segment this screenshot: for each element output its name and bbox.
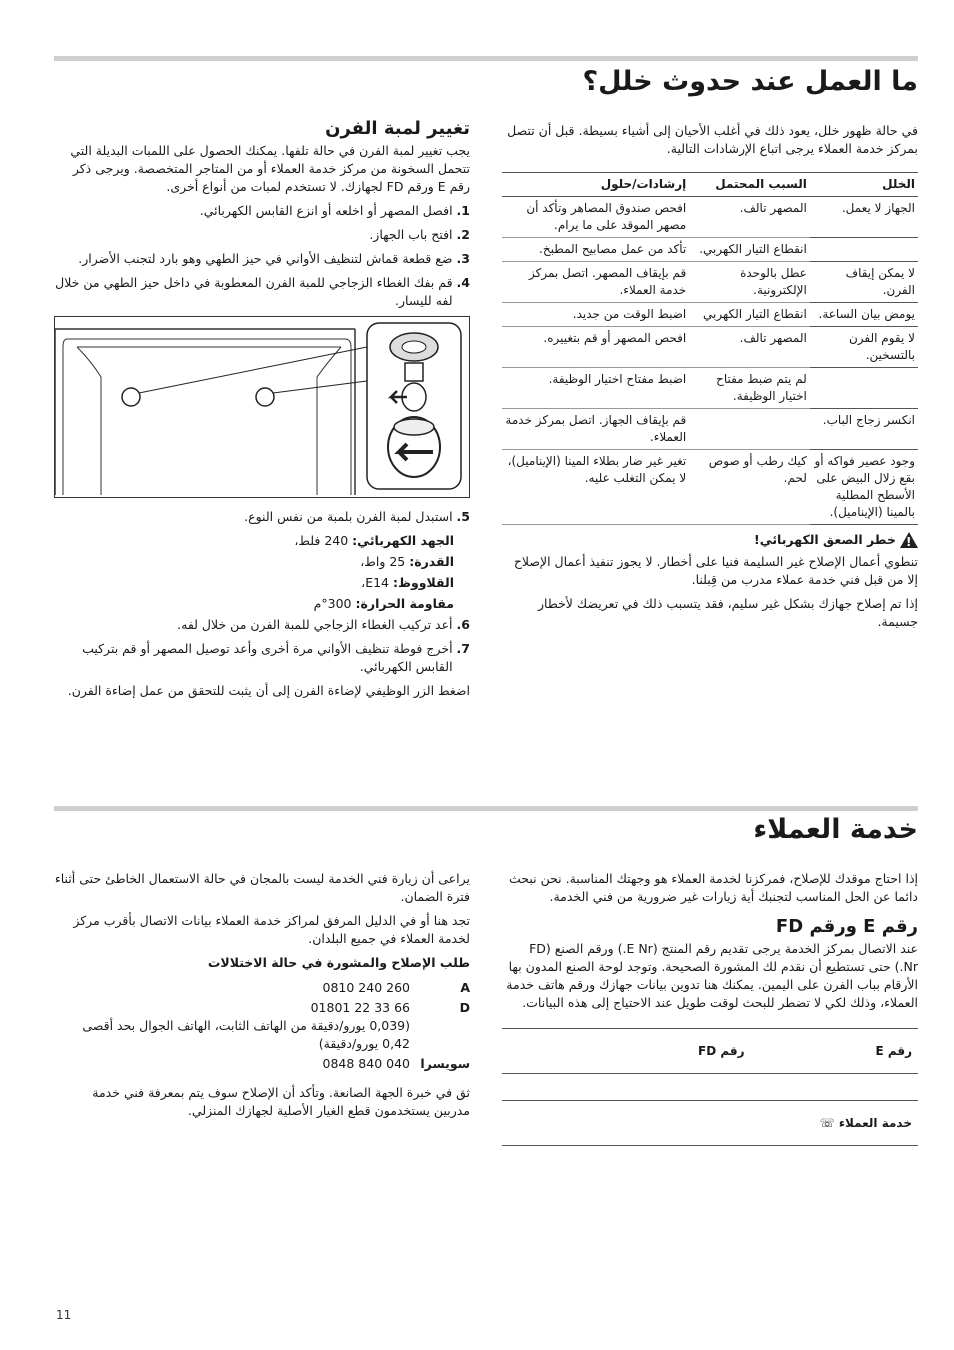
solution-header: إرشادات/حلول — [502, 173, 689, 197]
section-divider-bottom — [54, 806, 918, 811]
fault-row — [502, 197, 918, 238]
spec-value: 240 فلط، — [294, 533, 349, 548]
solution-cell: اضبط مفتاح اختيار الوظيفة. — [502, 368, 689, 409]
contact-details — [54, 1054, 410, 1074]
solution-cell: افحص صندوق المصاهر وتأكد أن مصهر الموقد على ما يرام. — [502, 197, 689, 238]
service-closing: ثق في خبرة الجهة الصانعة. وتأكد أن الإصلاح سوف يتم بمعرفة فني خدمة مدربين يستخدمون قطع الغيار الأصلية لجهازك المنزلي. — [92, 1085, 470, 1118]
contact-details — [54, 978, 410, 998]
codes-title: طلب الإصلاح والمشورة في حالة الاختلالات — [207, 955, 470, 970]
warning-triangle-icon — [900, 532, 918, 548]
service-intro: إذا احتاج موقدك للإصلاح، فمركزنا لخدمة العملاء هو وجهتك المناسبة. نحن نبحث دائما عن الحل المناسب لتجنبك أية زيارات غير ضرورية من فني الخدمة. — [509, 871, 918, 904]
service-phone-field[interactable]: خدمة العملاء ☏ — [819, 1116, 912, 1130]
fault-row — [502, 327, 918, 368]
fault-row — [502, 409, 918, 450]
cause-cell: كيك رطب أو صوص لحم. — [689, 450, 810, 525]
efd-text: عند الاتصال بمركز الخدمة يرجى تقديم رقم المنتج (E Nr.) ورقم الصنع (FD Nr.) حتى تستطيع أن نقدم لك المشورة الصحيحة. وتوجد لوحة الصنع المدون بها الأرقام بباب الفرن على اليمين. يمكنك هنا تدوين بيانات جهازك ورقم هاتف خدمة العملاء، وذلك لكي لا تضطر للبحث لوقت طويل عند الاحتياج إلى هذه البيانات. — [506, 941, 918, 1010]
lamp-illustration — [54, 316, 470, 498]
lamp-step — [54, 274, 470, 310]
solution-cell: تغير غير ضار بطلاء المينا (الإيناميل)، لا يمكن التغلب عليه. — [502, 450, 689, 525]
fault-row — [502, 450, 918, 525]
solution-cell: قم بإيقاف المصهر. اتصل بمركز خدمة العملاء. — [502, 262, 689, 303]
service-left-column — [54, 870, 470, 1126]
lamp-step — [54, 250, 470, 268]
spec-label: القلاووظ: — [393, 575, 454, 590]
solution-cell: اضبط الوقت من جديد. — [502, 303, 689, 327]
fault-cell: انكسر زجاج الباب. — [810, 409, 918, 450]
step-text: افصل المصهر أو اخلعه أو انزع القابس الكهربائي. — [199, 203, 453, 218]
step-number: 3. — [456, 251, 470, 266]
lamp-step-5: 5. استبدل لمبة الفرن بلمبة من نفس النوع. — [244, 509, 470, 524]
fault-cell: لا يقوم الفرن بالتسخين. — [810, 327, 918, 368]
lamp-step — [54, 226, 470, 244]
fault-row — [502, 368, 918, 409]
warning-heading — [502, 531, 918, 549]
service-right-column — [502, 870, 918, 1146]
contact-row — [54, 978, 470, 998]
contact-details — [54, 998, 410, 1054]
service-note-1: يراعى أن زيارة فني الخدمة ليست بالمجان في حالة الاستعمال الخاطئ حتى أثناء فترة الضمان. — [54, 871, 470, 904]
solution-cell: تأكد من عمل مصابيح المطبخ. — [502, 238, 689, 262]
spec-value: 25 واط، — [360, 554, 406, 569]
page-number: 11 — [56, 1308, 72, 1322]
contact-note: (0,039 يورو/دقيقة من الهاتف الثابت، الهاتف الجوال بحد أقصى 0,42 يورو/دقيقة) — [82, 1018, 410, 1051]
cause-cell: لم يتم ضبط مفتاح اختيار الوظيفة. — [689, 368, 810, 409]
cause-cell: انقطاع التيار الكهربي — [689, 303, 810, 327]
warning-text-1: تنطوي أعمال الإصلاح غير السليمة فنيا على أخطار. لا يجوز تنفيذ أعمال الإصلاح إلا من قبل فني خدمة عملاء مدرب من قِبلنا. — [513, 554, 918, 587]
step-text: أعد تركيب الغطاء الزجاجي للمبة الفرن من خلال لفه. — [177, 617, 453, 632]
fault-cell — [810, 368, 918, 409]
lamp-spec — [54, 532, 454, 550]
spec-value: 300°م — [313, 596, 352, 611]
lamp-spec — [54, 553, 454, 571]
lamp-spec — [54, 574, 454, 592]
e-number-field[interactable]: رقم E — [875, 1044, 912, 1058]
warning-text-2: إذا تم إصلاح جهازك بشكل غير سليم، فقد يتسبب ذلك في تعريضك لأخطار جسيمة. — [537, 596, 918, 629]
step-number: 7. — [456, 641, 470, 656]
contact-country: D — [459, 1000, 470, 1015]
cause-cell: انقطاع التيار الكهربي. — [689, 238, 810, 262]
fd-number-field[interactable]: رقم FD — [698, 1044, 745, 1058]
cause-cell: عطل بالوحدة الإلكترونية. — [689, 262, 810, 303]
step-text: ضع قطعة قماش لتنظيف الأواني في حيز الطهي وهو بارد لتجنب الأضرار. — [78, 251, 453, 266]
step-number: 4. — [456, 275, 470, 290]
fault-cell — [810, 238, 918, 262]
contact-number: 0810 240 260 — [322, 980, 410, 995]
step-number: 2. — [456, 227, 470, 242]
appliance-data-form — [502, 1028, 918, 1146]
cause-cell: المصهر تالف. — [689, 327, 810, 368]
cause-cell: المصهر تالف. — [689, 197, 810, 238]
lamp-outro: اضغط الزر الوظيفي لإضاءة الفرن إلى أن يثبت للتحقق من عمل إضاءة الفرن. — [67, 683, 470, 698]
contact-row — [54, 998, 470, 1054]
service-note-2: تجد هنا أو في الدليل المرفق لمراكز خدمة العملاء بيانات الاتصال بأقرب مركز لخدمة العملاء في جميع البلدان. — [73, 913, 470, 946]
fault-row — [502, 238, 918, 262]
form-row-numbers — [502, 1029, 918, 1074]
section-title-customer-service: خدمة العملاء — [753, 814, 918, 845]
fault-cell: يومض بيان الساعة. — [810, 303, 918, 327]
fault-cell: لا يمكن إيقاف الفرن. — [810, 262, 918, 303]
lamp-title: تغيير لمبة الفرن — [325, 118, 470, 139]
warning-title: خطر الصعق الكهربائي! — [754, 532, 896, 547]
spec-value: E14، — [361, 575, 390, 590]
contact-number: 0848 840 040 — [322, 1056, 410, 1071]
lamp-step — [54, 202, 470, 220]
contact-codes-table — [54, 978, 470, 1074]
contact-country: A — [460, 980, 470, 995]
oven-lamp-diagram — [55, 317, 469, 495]
step-number: 1. — [456, 203, 470, 218]
form-row-blank — [502, 1074, 918, 1101]
form-row-service — [502, 1101, 918, 1146]
solution-cell: قم بإيقاف الجهاز. اتصل بمركز خدمة العملاء. — [502, 409, 689, 450]
lamp-intro: يجب تغيير لمبة الفرن في حالة تلفها. يمكنك الحصول على اللمبات البديلة التي تتحمل السخونة من مركز خدمة العملاء أو من المتاجر المتخصصة. ويرجى ذكر رقم E ورقم FD لجهازك. لا تستخدم لمبات من أنواع أخرى. — [70, 143, 470, 194]
solution-cell: افحص المصهر أو قم بتغييره. — [502, 327, 689, 368]
troubleshooting-intro: في حالة ظهور خلل، يعود ذلك في أغلب الأحيان إلى أشياء بسيطة. قبل أن تتصل بمركز خدمة العملاء يرجى اتباع الإرشادات التالية. — [507, 123, 918, 156]
efd-title: رقم E ورقم FD — [775, 916, 918, 937]
fault-cell: وجود عصير فواكه أو بقع زلال البيض على الأسطح المطلية بالمينا (الإيناميل). — [810, 450, 918, 525]
step-text: افتح باب الجهاز. — [369, 227, 453, 242]
fault-table — [502, 172, 918, 525]
contact-row — [54, 1054, 470, 1074]
section-title-troubleshooting: ما العمل عند حدوث خلل؟ — [582, 66, 918, 97]
step-text: أخرج فوطة تنظيف الأواني مرة أخرى وأعد توصيل المصهر أو قم بتركيب القابس الكهربائي. — [82, 641, 453, 674]
cause-header: السبب المحتمل — [689, 173, 810, 197]
step-number: 6. — [456, 617, 470, 632]
lamp-step — [54, 616, 470, 634]
lamp-step — [54, 640, 470, 676]
contact-number: 01801 22 33 66 — [310, 1000, 410, 1015]
cause-cell — [689, 409, 810, 450]
lamp-column — [54, 120, 470, 706]
fault-header: الخلل — [810, 173, 918, 197]
fault-row — [502, 303, 918, 327]
lamp-spec — [54, 595, 454, 613]
fault-row — [502, 262, 918, 303]
section-divider-top — [54, 56, 918, 61]
troubleshooting-column — [502, 122, 918, 637]
spec-label: مقاومة الحرارة: — [355, 596, 454, 611]
spec-label: القدرة: — [409, 554, 454, 569]
spec-label: الجهد الكهربائي: — [352, 533, 454, 548]
contact-country: سويسرا — [420, 1056, 470, 1071]
step-text: قم بفك الغطاء الزجاجي للمبة الفرن المعطوبة في داخل حيز الطهي من خلال لفه لليسار. — [55, 275, 453, 308]
fault-cell: الجهاز لا يعمل. — [810, 197, 918, 238]
